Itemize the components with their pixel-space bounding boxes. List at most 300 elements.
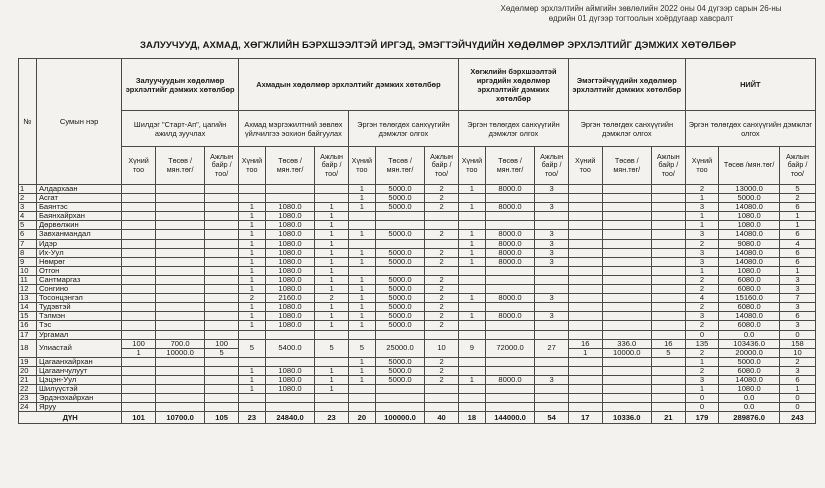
table-cell (155, 303, 204, 312)
table-cell: 2 (425, 312, 459, 321)
table-cell (348, 212, 375, 221)
total-cell: 10336.0 (602, 412, 651, 424)
table-cell (568, 403, 602, 412)
table-cell (458, 403, 485, 412)
table-row (19, 403, 816, 412)
table-cell (602, 275, 651, 284)
table-cell: 1 (238, 385, 265, 394)
table-cell (458, 194, 485, 203)
table-cell (485, 330, 534, 339)
table-cell: 1 (568, 348, 602, 357)
women-subheader: Эргэн төлөгдөх санхүүгийн дэмжлэг олгох (568, 111, 685, 147)
table-cell: 1 (458, 203, 485, 212)
total-cell: 179 (685, 412, 719, 424)
table-cell (485, 303, 534, 312)
table-cell: 1 (315, 212, 349, 221)
total-cell: 105 (205, 412, 239, 424)
table-cell (458, 385, 485, 394)
table-row (19, 221, 816, 230)
table-cell (155, 330, 204, 339)
budget-header: Төсөв /мян.төг/ (485, 147, 534, 185)
total-row (19, 412, 816, 424)
table-cell: 1 (238, 257, 265, 266)
table-cell (651, 366, 685, 375)
table-cell: 700.0 (155, 339, 204, 348)
jobs-header: Ажлын байр /тоо/ (535, 147, 569, 185)
table-cell: 1 (685, 194, 719, 203)
table-cell (568, 266, 602, 275)
table-cell: 100 (122, 339, 156, 348)
row-number: 8 (19, 248, 37, 257)
table-cell (265, 194, 314, 203)
table-cell (568, 375, 602, 384)
table-cell: 1 (348, 203, 375, 212)
table-cell: 3 (779, 321, 815, 330)
table-cell: 14080.0 (719, 203, 780, 212)
table-cell: 1 (315, 275, 349, 284)
jobs-header: Ажлын байр /тоо/ (315, 147, 349, 185)
table-cell (205, 266, 239, 275)
table-cell (651, 385, 685, 394)
table-cell: 2 (685, 366, 719, 375)
table-cell: 103436.0 (719, 339, 780, 348)
table-cell (602, 266, 651, 275)
table-cell: 3 (535, 203, 569, 212)
table-cell (238, 357, 265, 366)
total-cell: 54 (535, 412, 569, 424)
table-cell: 25000.0 (375, 339, 424, 357)
table-cell (155, 266, 204, 275)
table-cell: 14080.0 (719, 375, 780, 384)
table-row (19, 203, 816, 212)
table-cell (485, 366, 534, 375)
table-cell: 0 (779, 330, 815, 339)
sum-name: Яруу (36, 403, 121, 412)
table-cell: 1 (779, 212, 815, 221)
table-cell: 1 (348, 357, 375, 366)
table-cell (651, 303, 685, 312)
table-cell: 1 (238, 212, 265, 221)
table-cell: 5000.0 (375, 312, 424, 321)
table-cell (651, 212, 685, 221)
header-note (471, 4, 811, 23)
table-cell (122, 357, 156, 366)
table-row (19, 385, 816, 394)
table-cell: 1080.0 (265, 275, 314, 284)
table-cell (348, 403, 375, 412)
table-row (19, 275, 816, 284)
sum-name: Нөмрөг (36, 257, 121, 266)
row-number: 20 (19, 366, 37, 375)
table-cell: 3 (535, 294, 569, 303)
table-cell (651, 230, 685, 239)
table-cell: 1080.0 (719, 212, 780, 221)
table-cell (205, 275, 239, 284)
table-cell: 1 (315, 266, 349, 275)
women-program-header: Эмэгтэйчүүдийн хөдөлмөр эрхлэлтийг дэмжих хөтөлбөр (568, 59, 685, 111)
table-cell: 1080.0 (719, 385, 780, 394)
table-cell (568, 321, 602, 330)
table-cell (122, 221, 156, 230)
table-cell (458, 221, 485, 230)
table-cell (458, 394, 485, 403)
table-cell: 1 (348, 194, 375, 203)
table-cell: 9 (458, 339, 485, 357)
header-note-line-1: Хөдөлмөр эрхлэлтийн аймгийн зөвлөлийн 2022 оны 04 дүгээр сарын 26-ны (500, 4, 782, 13)
table-cell: 2 (425, 248, 459, 257)
table-cell (485, 194, 534, 203)
table-cell (458, 285, 485, 294)
table-cell: 5000.0 (719, 194, 780, 203)
table-cell (238, 330, 265, 339)
table-cell: 10 (425, 339, 459, 357)
table-cell (425, 212, 459, 221)
table-cell: 6080.0 (719, 275, 780, 284)
table-cell: 1080.0 (265, 221, 314, 230)
table-cell (205, 312, 239, 321)
program-table (18, 58, 816, 424)
row-number: 11 (19, 275, 37, 284)
jobs-header: Ажлын байр /тоо/ (425, 147, 459, 185)
table-cell (651, 248, 685, 257)
table-cell: 2 (425, 303, 459, 312)
table-cell: 2 (425, 257, 459, 266)
budget-header: Төсөв /мян.төг/ (602, 147, 651, 185)
table-cell: 6 (779, 257, 815, 266)
table-cell: 2 (425, 230, 459, 239)
table-cell: 2 (685, 285, 719, 294)
table-cell (315, 330, 349, 339)
table-cell (375, 394, 424, 403)
table-cell (315, 357, 349, 366)
elderly-consulting-subheader: Ахмад мэргэжилтний зөвлөх үйлчилгээ эохион байгуулах (238, 111, 348, 147)
table-cell (425, 266, 459, 275)
table-cell (602, 203, 651, 212)
table-cell: 3 (685, 248, 719, 257)
table-cell: 8000.0 (485, 257, 534, 266)
table-cell: 1 (348, 185, 375, 194)
table-cell (205, 248, 239, 257)
people-count-header: Хүний тоо (458, 147, 485, 185)
table-cell (348, 330, 375, 339)
table-cell: 0 (685, 394, 719, 403)
table-cell (122, 330, 156, 339)
table-cell (602, 257, 651, 266)
total-cell: 24840.0 (265, 412, 314, 424)
table-cell: 5000.0 (375, 321, 424, 330)
table-cell (122, 275, 156, 284)
row-number: 1 (19, 185, 37, 194)
table-cell: 8000.0 (485, 185, 534, 194)
sum-name: Сонгино (36, 285, 121, 294)
table-cell (348, 385, 375, 394)
table-cell (155, 257, 204, 266)
table-cell: 14080.0 (719, 312, 780, 321)
table-cell: 5000.0 (375, 185, 424, 194)
table-cell: 3 (685, 230, 719, 239)
table-cell (485, 321, 534, 330)
table-cell: 0.0 (719, 330, 780, 339)
table-cell: 1 (348, 294, 375, 303)
table-cell: 2 (425, 294, 459, 303)
table-cell: 1 (779, 266, 815, 275)
table-cell: 3 (779, 303, 815, 312)
table-cell: 16 (568, 339, 602, 348)
table-cell: 5 (205, 348, 239, 357)
table-cell: 3 (685, 203, 719, 212)
table-cell: 2160.0 (265, 294, 314, 303)
table-cell (535, 403, 569, 412)
table-cell: 14080.0 (719, 257, 780, 266)
total-cell: 20 (348, 412, 375, 424)
table-cell (458, 357, 485, 366)
sum-name: Завханмандал (36, 230, 121, 239)
table-cell: 5000.0 (375, 194, 424, 203)
table-cell (205, 230, 239, 239)
table-cell (535, 357, 569, 366)
table-cell (122, 185, 156, 194)
table-cell (205, 394, 239, 403)
table-cell: 1080.0 (265, 239, 314, 248)
table-cell (122, 294, 156, 303)
table-cell (265, 185, 314, 194)
table-cell (155, 312, 204, 321)
table-cell (651, 239, 685, 248)
table-cell (205, 303, 239, 312)
table-cell (265, 403, 314, 412)
row-number: 22 (19, 385, 37, 394)
table-cell: 1 (458, 230, 485, 239)
table-cell (155, 403, 204, 412)
table-cell (458, 275, 485, 284)
row-number: 7 (19, 239, 37, 248)
table-cell (651, 185, 685, 194)
table-cell: 15160.0 (719, 294, 780, 303)
table-cell (155, 221, 204, 230)
table-cell (602, 248, 651, 257)
table-cell: 20000.0 (719, 348, 780, 357)
row-number: 18 (19, 339, 37, 357)
table-cell (205, 403, 239, 412)
table-cell (651, 403, 685, 412)
table-cell (425, 330, 459, 339)
table-cell (568, 194, 602, 203)
table-cell: 2 (685, 185, 719, 194)
table-cell: 5000.0 (375, 375, 424, 384)
table-cell: 10000.0 (155, 348, 204, 357)
elderly-finance-subheader: Эргэн төлөгдөх санхүүгийн дэмжлэг олгох (348, 111, 458, 147)
table-cell (602, 285, 651, 294)
table-cell (425, 221, 459, 230)
jobs-header: Ажлын байр /тоо/ (651, 147, 685, 185)
table-cell: 1 (238, 230, 265, 239)
table-cell: 4 (779, 239, 815, 248)
table-cell (535, 321, 569, 330)
table-cell: 2 (425, 366, 459, 375)
table-cell (651, 194, 685, 203)
table-cell: 1 (315, 303, 349, 312)
table-cell (535, 221, 569, 230)
table-cell: 1 (348, 303, 375, 312)
table-cell: 1080.0 (265, 257, 314, 266)
budget-header: Төсөв /мян.төг/ (719, 147, 780, 185)
table-cell (568, 275, 602, 284)
sum-name: Баянтэс (36, 203, 121, 212)
sum-name: Идэр (36, 239, 121, 248)
table-cell (425, 385, 459, 394)
table-cell: 1 (238, 221, 265, 230)
table-cell (122, 266, 156, 275)
table-cell: 5000.0 (375, 203, 424, 212)
table-cell (122, 303, 156, 312)
document-title: ЗАЛУУЧУУД, АХМАД, ХӨГЖЛИЙН БЭРХШЭЭЛТЭЙ ИРГЭД, ЭМЭГТЭЙЧҮДИЙН ХӨДӨЛМӨР ЭРХЛЭЛТИЙГ ДЭМЖИХ ХӨТӨЛБӨР (140, 40, 737, 51)
table-cell (485, 394, 534, 403)
table-cell (155, 239, 204, 248)
table-cell: 14080.0 (719, 248, 780, 257)
table-row (19, 257, 816, 266)
table-cell: 3 (779, 285, 815, 294)
table-cell: 8000.0 (485, 230, 534, 239)
table-cell (375, 239, 424, 248)
table-cell: 1 (458, 257, 485, 266)
table-cell: 2 (425, 375, 459, 384)
table-cell (348, 266, 375, 275)
table-cell: 3 (685, 375, 719, 384)
table-cell (375, 266, 424, 275)
table-cell: 5400.0 (265, 339, 314, 357)
table-cell (375, 330, 424, 339)
table-cell (568, 212, 602, 221)
table-cell (458, 330, 485, 339)
table-cell (458, 321, 485, 330)
table-cell (651, 312, 685, 321)
table-cell: 5000.0 (375, 285, 424, 294)
table-cell (651, 330, 685, 339)
table-cell: 1 (122, 348, 156, 357)
table-cell (425, 394, 459, 403)
sum-name: Тэлмэн (36, 312, 121, 321)
table-row (19, 321, 816, 330)
table-row (19, 303, 816, 312)
table-cell (205, 375, 239, 384)
table-cell (375, 385, 424, 394)
table-cell (375, 403, 424, 412)
table-cell (568, 303, 602, 312)
table-cell: 1 (238, 321, 265, 330)
table-cell: 1 (685, 266, 719, 275)
table-cell: 1 (315, 285, 349, 294)
table-cell (651, 221, 685, 230)
row-number: 10 (19, 266, 37, 275)
row-number: 17 (19, 330, 37, 339)
table-cell (122, 366, 156, 375)
sum-name: Цагаанхайрхан (36, 357, 121, 366)
table-cell (122, 375, 156, 384)
total-cell: 101 (122, 412, 156, 424)
table-cell: 3 (535, 375, 569, 384)
table-cell: 5000.0 (375, 248, 424, 257)
table-cell: 1 (348, 230, 375, 239)
table-cell: 13000.0 (719, 185, 780, 194)
jobs-header: Ажлын байр /тоо/ (205, 147, 239, 185)
table-cell: 2 (685, 303, 719, 312)
table-cell (602, 357, 651, 366)
table-cell: 5000.0 (375, 303, 424, 312)
budget-header: Төсөв /мян.төг/ (375, 147, 424, 185)
sum-name: Их-Уул (36, 248, 121, 257)
table-cell (155, 248, 204, 257)
table-cell: 6 (779, 312, 815, 321)
table-cell: 135 (685, 339, 719, 348)
table-cell: 1 (238, 275, 265, 284)
table-cell: 2 (685, 321, 719, 330)
sum-name: Улиастай (36, 339, 121, 357)
table-cell (568, 366, 602, 375)
table-cell (485, 357, 534, 366)
table-row (19, 239, 816, 248)
sum-name: Баянхайрхан (36, 212, 121, 221)
table-cell: 2 (315, 294, 349, 303)
table-cell: 8000.0 (485, 248, 534, 257)
table-cell (425, 239, 459, 248)
table-cell (205, 257, 239, 266)
table-cell (535, 285, 569, 294)
table-cell: 8000.0 (485, 294, 534, 303)
table-cell: 1080.0 (265, 203, 314, 212)
table-cell (651, 375, 685, 384)
jobs-header: Ажлын байр /тоо/ (779, 147, 815, 185)
row-number: 6 (19, 230, 37, 239)
table-cell: 5000.0 (375, 366, 424, 375)
table-cell: 2 (685, 348, 719, 357)
table-cell: 1080.0 (265, 266, 314, 275)
table-cell: 0 (685, 330, 719, 339)
table-cell: 72000.0 (485, 339, 534, 357)
table-row (19, 294, 816, 303)
sum-name: Эрдэнэхайрхан (36, 394, 121, 403)
table-cell: 1 (348, 321, 375, 330)
table-cell: 0 (685, 403, 719, 412)
table-cell: 7 (779, 294, 815, 303)
table-cell (568, 221, 602, 230)
table-cell (155, 394, 204, 403)
table-cell: 1 (238, 248, 265, 257)
table-cell: 9080.0 (719, 239, 780, 248)
table-cell (602, 294, 651, 303)
table-cell (265, 394, 314, 403)
table-cell (155, 275, 204, 284)
table-cell (651, 285, 685, 294)
sum-name: Шилүүстэй (36, 385, 121, 394)
table-cell: 6 (779, 203, 815, 212)
table-cell (535, 385, 569, 394)
table-cell: 14080.0 (719, 230, 780, 239)
table-cell: 8000.0 (485, 312, 534, 321)
table-cell (155, 194, 204, 203)
table-cell: 1080.0 (719, 266, 780, 275)
header-note-line-2: өдрийн 01 дүгээр тогтоолын хоёрдугаар хавсралт (548, 13, 734, 23)
table-cell (651, 294, 685, 303)
table-row (19, 366, 816, 375)
people-count-header: Хүний тоо (685, 147, 719, 185)
table-cell: 1080.0 (265, 248, 314, 257)
table-cell (155, 357, 204, 366)
table-row (19, 330, 816, 339)
table-cell (651, 321, 685, 330)
table-cell (122, 239, 156, 248)
youth-subheader: Шилдэг "Старт-Ап", цагийн ажилд зуучлах (122, 111, 239, 147)
table-cell: 1 (315, 221, 349, 230)
